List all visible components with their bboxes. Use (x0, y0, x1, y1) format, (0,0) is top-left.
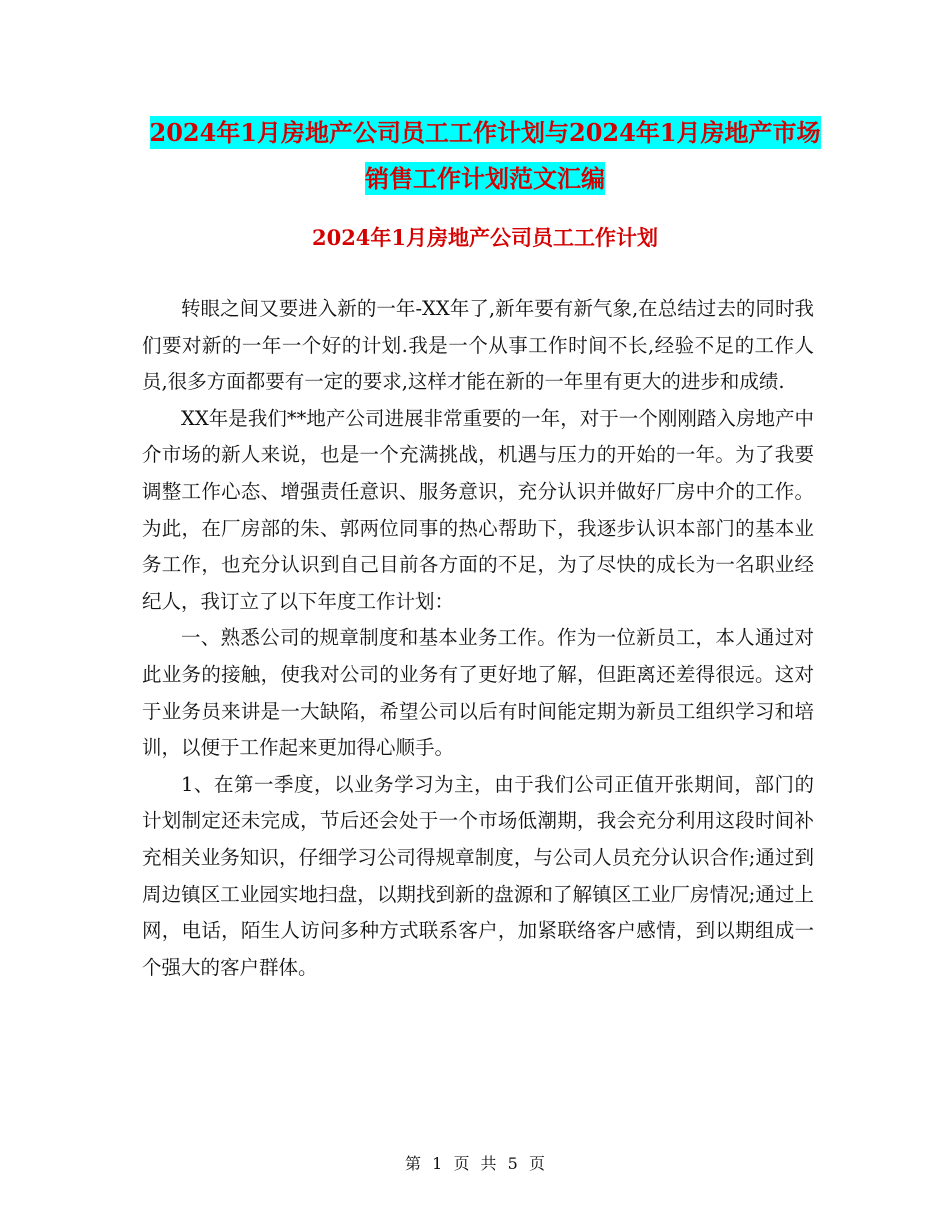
footer-total-pages: 5 (507, 1154, 518, 1173)
document-body (142, 291, 814, 986)
footer-total-label: 共 (480, 1154, 497, 1173)
footer-suffix: 页 (528, 1154, 545, 1173)
paragraph-1: 转眼之间又要进入新的一年-XX年了,新年要有新气象,在总结过去的同时我们要对新的一年一个好的计划.我是一个从事工作时间不长,经验不足的工作人员,很多方面都要有一定的要求,这样才能在新的一年里有更大的进步和成绩. (142, 297, 814, 394)
document-title-highlight: 2024年1月房地产公司员工工作计划与2024年1月房地产市场销售工作计划范文汇编 (149, 118, 821, 193)
footer-current-page: 1 (432, 1154, 443, 1173)
footer-prefix: 第 (405, 1154, 422, 1173)
document-title (140, 110, 830, 202)
paragraph-3: 一、熟悉公司的规章制度和基本业务工作。作为一位新员工，本人通过对此业务的接触，使我对公司的业务有了更好地了解，但距离还差得很远。这对于业务员来讲是一大缺陷，希望公司以后有时间能定期为新员工组织学习和培训，以便于工作起来更加得心顺手。 (142, 626, 814, 760)
page-footer (0, 1152, 950, 1176)
paragraph-4: 1、在第一季度，以业务学习为主，由于我们公司正值开张期间，部门的计划制定还未完成，节后还会处于一个市场低潮期，我会充分利用这段时间补充相关业务知识，仔细学习公司得规章制度，与公司人员充分认识合作;通过到周边镇区工业园实地扫盘，以期找到新的盘源和了解镇区工业厂房情况;通过上网，电话，陌生人访问多种方式联系客户，加紧联络客户感情，到以期组成一个强大的客户群体。 (142, 772, 814, 979)
section-title: 2024年1月房地产公司员工工作计划 (311, 225, 659, 250)
paragraph-2: XX年是我们**地产公司进展非常重要的一年，对于一个刚刚踏入房地产中介市场的新人来说，也是一个充满挑战，机遇与压力的开始的一年。为了我要调整工作心态、增强责任意识、服务意识，充分认识并做好厂房中介的工作。为此，在厂房部的朱、郭两位同事的热心帮助下，我逐步认识本部门的基本业务工作，也充分认识到自己目前各方面的不足，为了尽快的成长为一名职业经纪人，我订立了以下年度工作计划： (142, 406, 814, 613)
footer-page-label: 页 (453, 1154, 470, 1173)
